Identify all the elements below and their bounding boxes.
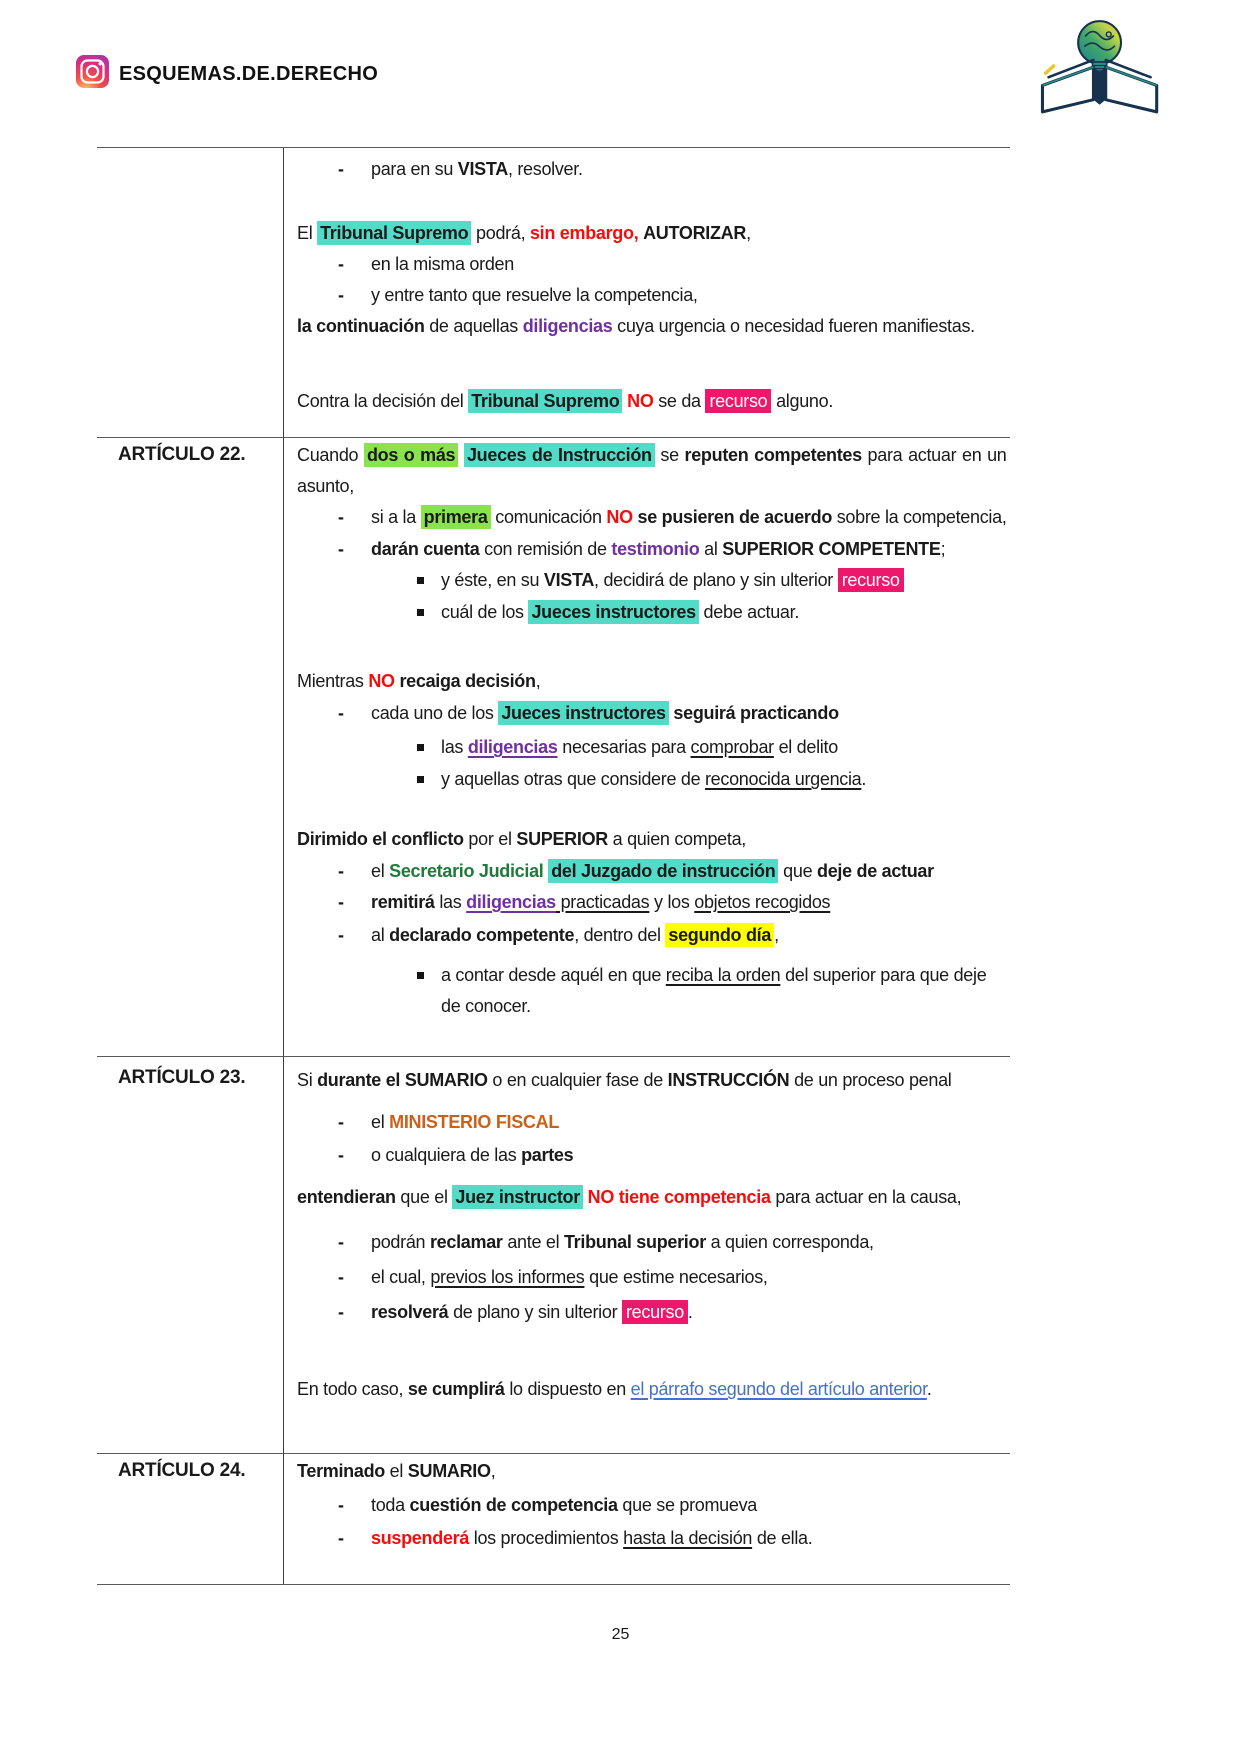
text-line [297,698,1007,729]
text-segment: SUMARIO [407,1461,491,1481]
text-line [297,249,1002,280]
text-segment: las [441,737,468,757]
text-segment: , [746,223,751,243]
text-segment: reclamar [429,1232,503,1252]
text-segment: cada uno de los [371,703,499,723]
text-line [297,764,1007,795]
text-segment: recurso [622,1300,688,1324]
text-segment: Tribunal Supremo [468,389,622,413]
text-segment: testimonio [611,539,700,559]
text-line [297,732,1007,763]
text-segment: hasta la decisión [623,1528,753,1548]
text-segment: toda [371,1495,410,1515]
text-segment: para actuar en un asunto, [297,445,1007,496]
text-segment: las [434,892,467,912]
text-segment: NO [368,671,395,691]
text-segment: y los [649,892,695,912]
text-segment: Dirimido el conflicto [297,829,464,849]
table-row [97,438,1010,1057]
text-segment: o en cualquier fase de [487,1070,668,1090]
text-line [297,1374,1002,1405]
text-segment: podrá, [471,223,530,243]
text-segment: Jueces instructores [498,701,668,725]
text-line [297,1297,1002,1328]
text-segment: MINISTERIO FISCAL [389,1112,560,1132]
text-segment: En todo caso, [297,1379,408,1399]
text-segment: de aquellas [424,316,523,336]
text-segment: los procedimientos [469,1528,624,1548]
text-line [297,920,1007,951]
text-segment: se pusieren de acuerdo [637,507,833,527]
text-segment: el [371,1112,390,1132]
text-segment: de plano y sin ulterior [448,1302,622,1322]
row-content [283,1454,1010,1584]
text-segment: lo dispuesto en [504,1379,631,1399]
text-segment: sin embargo, [529,223,639,243]
text-segment: comunicación [490,507,607,527]
text-segment: del Juzgado de instrucción [548,859,778,883]
text-segment: diligencias [467,737,558,757]
text-segment: reconocida urgencia [704,769,862,789]
text-segment: el cual, [371,1267,431,1287]
text-segment: darán cuenta [371,539,480,559]
text-segment: y entre tanto que resuelve la competencia, [371,285,698,305]
text-segment: al [371,925,390,945]
text-segment: reputen competentes [684,445,862,465]
text-segment: necesarias para [557,737,691,757]
text-segment: , [490,1461,496,1481]
header [76,55,378,93]
text-segment: el [371,861,390,881]
text-segment: cuya urgencia o necesidad fueren manifiestas. [612,316,975,336]
text-segment: o cualquiera de las [371,1145,522,1165]
text-segment: El [297,223,318,243]
text-line [297,565,1007,596]
text-line [297,311,1002,342]
text-line [297,960,1007,1022]
text-segment: diligencias [466,892,556,912]
text-segment: debe actuar. [698,602,800,622]
text-line [297,502,1007,533]
text-segment: entendieran [297,1187,396,1207]
text-segment: Jueces instructores [528,600,698,624]
text-segment: que se promueva [617,1495,758,1515]
page-number: 25 [611,1626,630,1643]
article-label: ARTÍCULO 22. [118,444,246,465]
table-row [97,1454,1010,1585]
text-line [297,666,1007,697]
text-segment: previos los informes [430,1267,585,1287]
text-segment: Tribunal Supremo [317,221,471,245]
text-segment: cuál de los [441,602,529,622]
text-segment: durante el SUMARIO [317,1070,488,1090]
text-segment: NO tiene competencia [587,1187,771,1207]
text-segment: resolverá [371,1302,449,1322]
text-segment: que estime necesarios, [584,1267,768,1287]
text-segment: se da [653,391,706,411]
text-line [297,386,1002,417]
text-segment: Terminado [297,1461,385,1481]
text-line [297,280,1002,311]
text-segment: diligencias [522,316,613,336]
text-segment: para en su [371,159,458,179]
text-segment: INSTRUCCIÓN [667,1070,790,1090]
text-segment: , [774,925,779,945]
text-line [297,1262,1002,1293]
text-segment: ; [940,539,946,559]
text-segment: recaiga decisión [399,671,536,691]
text-segment: . [926,1379,932,1399]
text-segment: cuestión de competencia [409,1495,618,1515]
text-segment: a quien competa, [607,829,746,849]
text-segment: con remisión de [479,539,612,559]
text-segment: dos o más [364,443,458,467]
text-segment: en la misma orden [371,254,514,274]
text-segment: . [861,769,867,789]
text-segment: Juez instructor [452,1185,583,1209]
text-segment: a quien corresponda, [705,1232,874,1252]
text-segment: objetos recogidos [694,892,831,912]
text-segment: remitirá [371,892,435,912]
text-segment: se cumplirá [407,1379,505,1399]
text-segment: Si [297,1070,318,1090]
text-segment: AUTORIZAR [643,223,747,243]
text-line [297,1227,1002,1258]
text-segment: recurso [705,389,771,413]
text-segment: declarado competente [389,925,575,945]
text-segment: , decidirá de plano y sin ulterior [594,570,838,590]
text-segment: recurso [838,568,904,592]
text-segment: SUPERIOR COMPETENTE [722,539,941,559]
row-content [283,438,1010,1056]
text-segment: se [654,445,685,465]
text-line [297,534,1007,565]
text-line [297,1490,1002,1521]
text-segment: el delito [773,737,838,757]
cross-reference-link[interactable]: el párrafo segundo del artículo anterior [630,1379,927,1399]
text-segment: sobre la competencia, [832,507,1007,527]
text-segment: reciba la orden [665,965,781,985]
text-line [297,1107,1002,1138]
text-segment: Mientras [297,671,369,691]
text-segment: a contar desde aquél en que [441,965,666,985]
text-segment: Jueces de Instrucción [464,443,655,467]
text-segment: que el [395,1187,453,1207]
text-line [297,154,1002,185]
text-segment: deje de actuar [817,861,934,881]
text-segment: alguno. [771,391,834,411]
text-segment: suspenderá [371,1528,470,1548]
text-segment: Secretario Judicial [389,861,544,881]
text-segment: Tribunal superior [563,1232,706,1252]
text-line [297,856,1007,887]
text-line [297,218,1002,249]
text-segment: ante el [502,1232,564,1252]
text-line [297,1182,1002,1213]
text-segment: . [687,1302,693,1322]
text-segment: partes [521,1145,574,1165]
text-segment: seguirá practicando [673,703,839,723]
text-segment: , dentro del [574,925,666,945]
text-line [297,1140,1002,1171]
text-segment: por el [463,829,517,849]
text-line [297,597,1007,628]
text-segment: NO [627,391,654,411]
account-handle: ESQUEMAS.DE.DERECHO [119,62,379,85]
text-segment: primera [421,505,491,529]
text-segment: para actuar en la causa, [770,1187,962,1207]
table-row [97,1057,1010,1454]
instagram-icon [76,55,109,93]
text-segment: la continuación [297,316,425,336]
row-content [283,148,1010,437]
text-segment: practicadas [555,892,650,912]
text-segment: NO [606,507,633,527]
text-line [297,1523,1002,1554]
text-line [297,887,1007,918]
article-label: ARTÍCULO 24. [118,1460,246,1481]
text-line [297,440,1007,502]
text-line [297,824,1007,855]
text-segment: que [778,861,817,881]
text-segment: del superior para que deje de conocer. [441,965,987,1016]
text-segment: Contra la decisión del [297,391,469,411]
text-segment: segundo día [665,923,774,947]
text-segment: de ella. [752,1528,813,1548]
text-segment: comprobar [690,737,774,757]
text-segment: el [384,1461,408,1481]
text-segment: SUPERIOR [516,829,608,849]
text-segment: , [535,671,541,691]
text-segment: VISTA [457,159,508,179]
row-content [283,1057,1010,1453]
text-segment: VISTA [543,570,595,590]
table-row [97,148,1010,438]
text-line [297,1065,1002,1096]
text-segment: y éste, en su [441,570,544,590]
article-label [97,148,283,437]
text-segment: y aquellas otras que considere de [441,769,705,789]
text-segment: al [699,539,723,559]
text-segment: si a la [371,507,421,527]
text-segment: de un proceso penal [789,1070,952,1090]
text-line [297,1456,1002,1487]
articles-table [97,147,1010,1585]
text-segment: , resolver. [507,159,583,179]
text-segment: podrán [371,1232,430,1252]
text-segment: Cuando [297,445,364,465]
article-label: ARTÍCULO 23. [118,1067,246,1088]
brain-book-logo [1028,14,1163,121]
